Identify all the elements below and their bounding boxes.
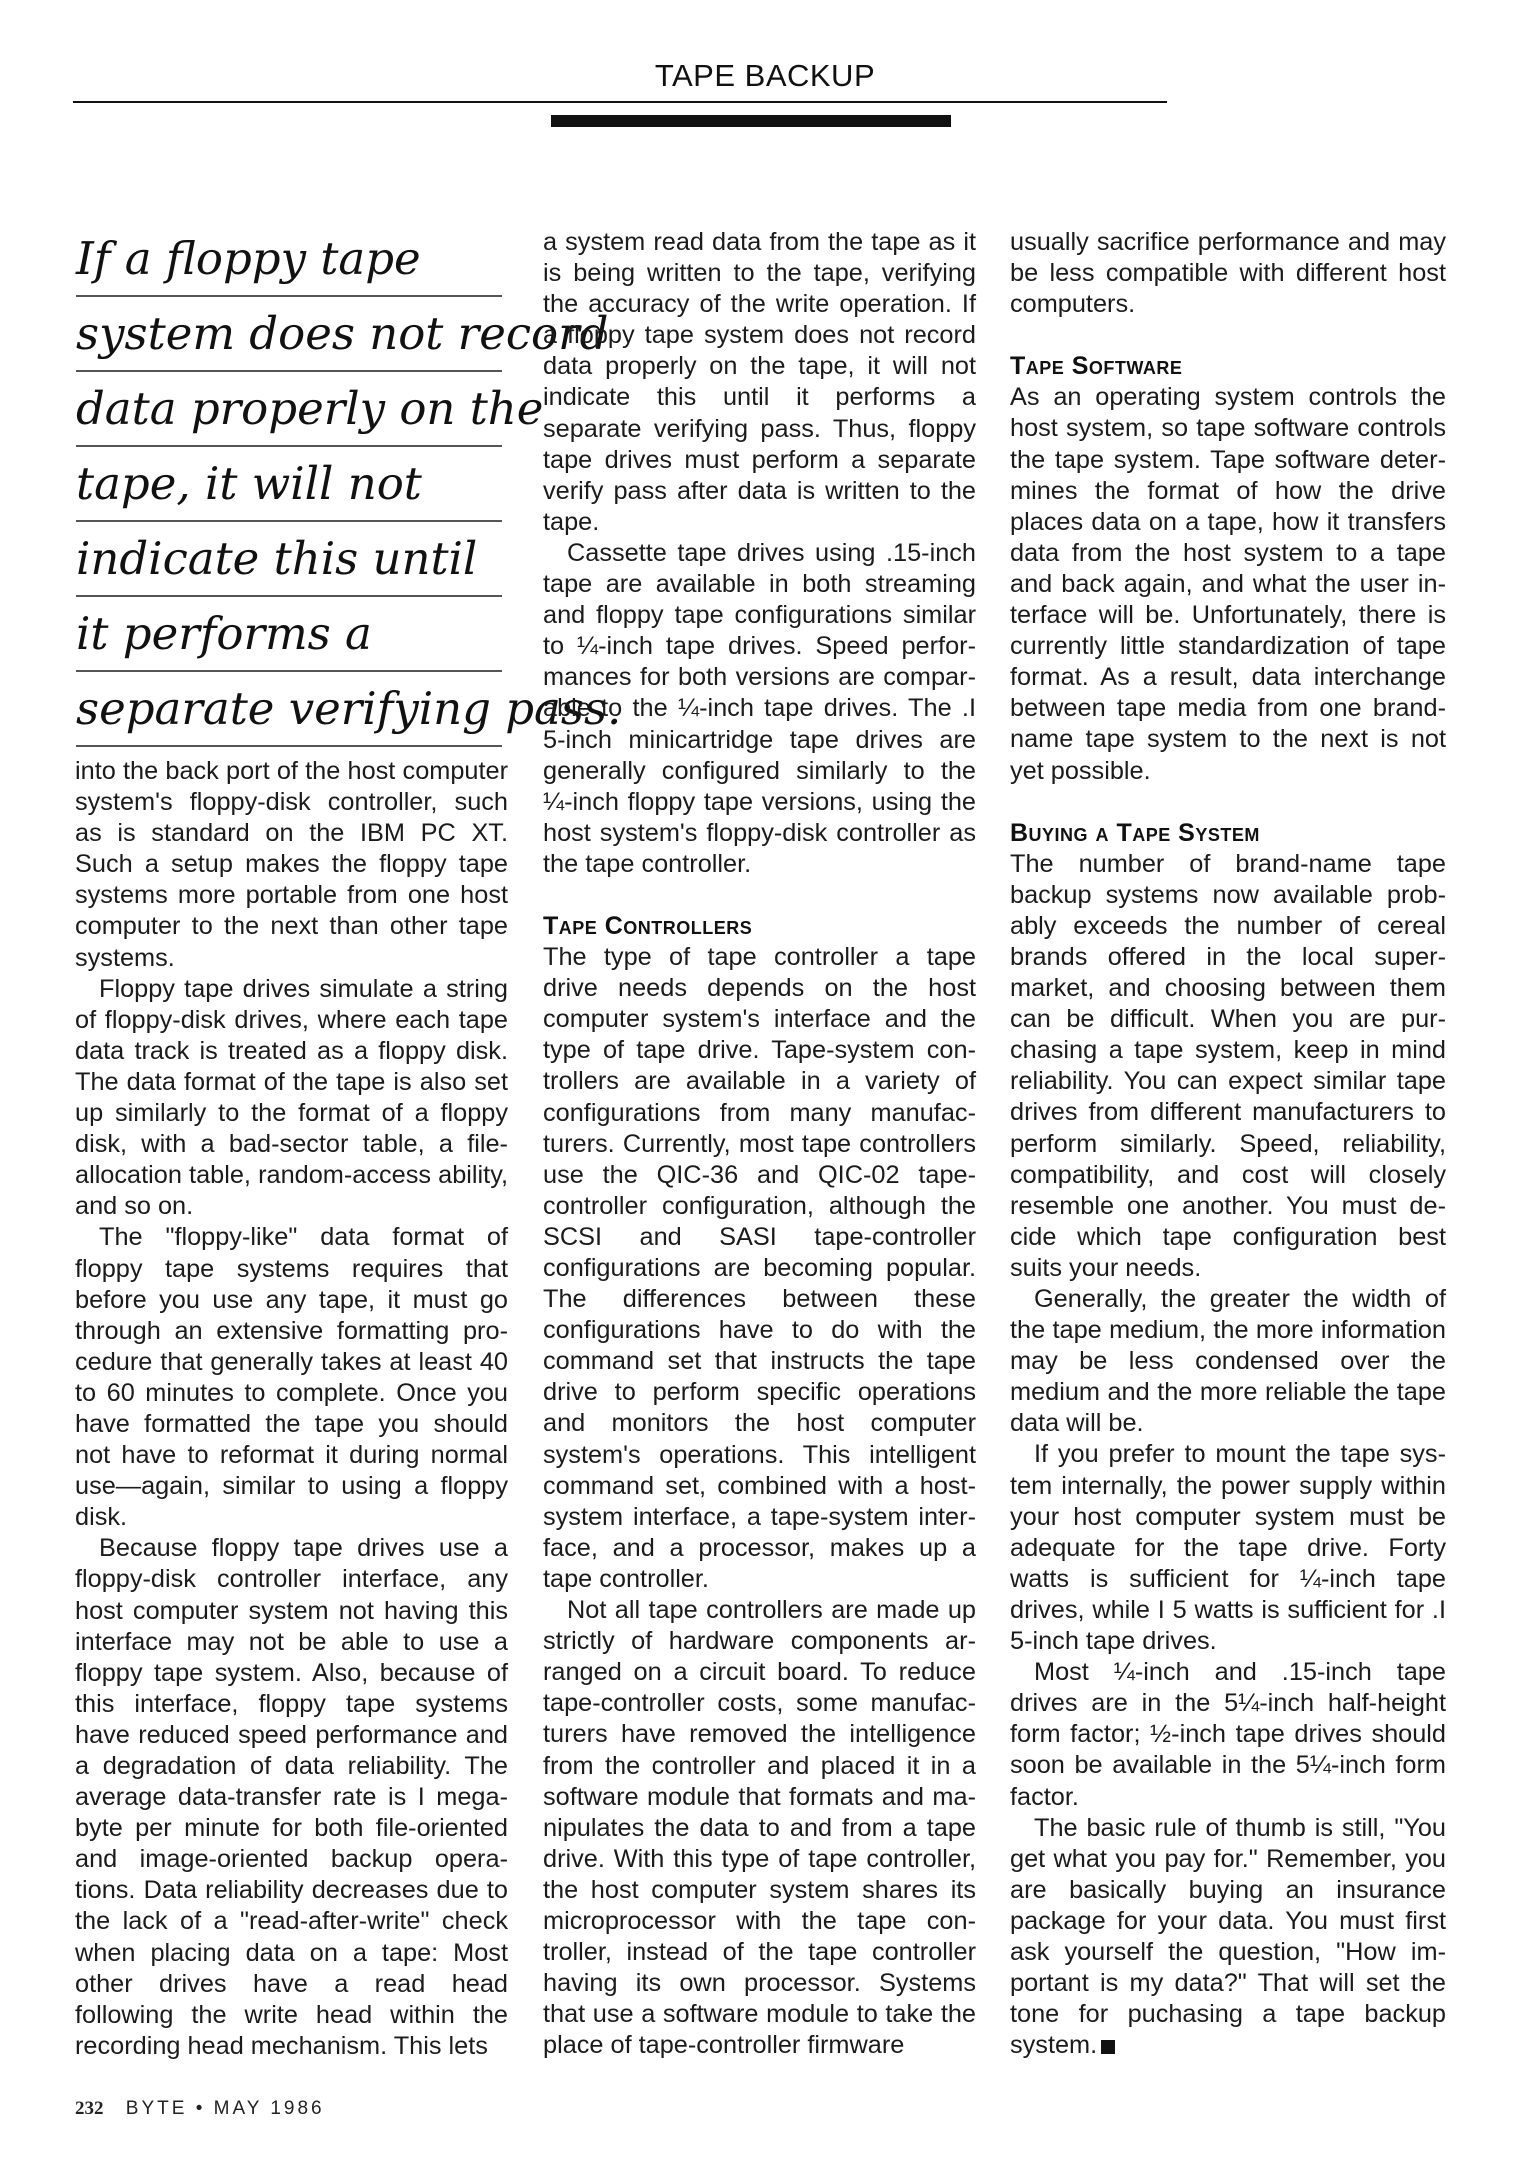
pull-quote-line: separate verifying pass. (76, 672, 502, 747)
pull-quote-line: it performs a (76, 597, 502, 672)
pull-quote-line: data properly on the (76, 372, 502, 447)
paragraph: Because floppy tape drives use a floppy-disk controller interface, any host computer system not having this interface may not be able to use a floppy tape system. Also, because of this interface, floppy tape systems have reduced speed performance and a degradation of data reliability. The average data-transfer rate is I megabyte per minute for both file-oriented and image-oriented backup operations. Data reliability decreases due to the lack of a "read-after-write" check when placing data on a tape: Most other drives have a read head following the write head within the recording head mechanism. This lets (75, 1534, 508, 2060)
paragraph: Floppy tape drives simulate a string of floppy-disk drives, where each tape data track is treated as a floppy disk. The data format of the tape is also set up similarly to the format of a floppy disk, with a bad-sector table, a file-allocation table, random-access ability, and so on. (75, 974, 508, 1221)
footer-separator: • (195, 2098, 206, 2119)
paragraph: Most ¼-inch and .15-inch tape drives are in the 5¼-inch half-height form factor; ½-inch tape drives should soon be available in the 5¼-inch form factor. (1010, 1658, 1446, 1811)
paragraph: into the back port of the host computer system's floppy-disk controller, such as is standard on the IBM PC XT. Such a setup makes the floppy tape systems more portable from one host computer to the next than other tape systems. (75, 757, 508, 972)
paragraph: The type of tape controller a tape drive needs depends on the host computer system's interface and the type of tape drive. Tape-system controllers are available in a variety of configurations from many manufacturers. Currently, most tape controllers use the QIC-36 and QIC-02 tape-controller configuration, although the SCSI and SASI tape-controller configurations are becoming popular. The differences between these configurations have to do with the command set that instructs the tape drive to perform specific operations and monitors the host computer system's operations. This intelligent command set, combined with a host-system interface, a tape-system interface, and a processor, makes up a tape controller. (543, 943, 976, 1593)
pull-quote-line: tape, it will not (76, 447, 502, 522)
section-heading: Tape Controllers (543, 911, 753, 940)
article-column-1 (75, 756, 508, 2062)
paragraph: The "floppy-like" data format of floppy tape systems requires that before you use any tape, it must go through an extensive formatting procedure that generally takes at least 40 to 60 minutes to complete. Once you have formatted the tape you should not have to reformat it during normal use—again, similar to using a floppy disk. (75, 1223, 508, 1532)
paragraph: Generally, the greater the width of the tape medium, the more information may be less condensed over the medium and the more reliable the tape data will be. (1010, 1285, 1446, 1438)
article-column-3 (1010, 227, 1446, 2061)
header-bar (551, 115, 951, 127)
paragraph: The number of brand-name tape backup systems now available probably exceeds the number of cereal brands offered in the local supermarket, and choosing between them can be difficult. When you are purchasing a tape system, keep in mind reliability. You can expect similar tape drives from different manufacturers to perform similarly. Speed, reliability, compatibility, and cost will closely resemble one another. You must decide which tape configuration best suits your needs. (1010, 849, 1446, 1282)
pull-quote-line: indicate this until (76, 522, 502, 597)
paragraph: a system read data from the tape as it is being written to the tape, verifying the accuracy of the write operation. If a floppy tape system does not record data properly on the tape, it will not indicate this until it performs a separate verifying pass. Thus, floppy tape drives must perform a separate verify pass after data is written to the tape. (543, 228, 976, 536)
pull-quote-line: system does not record (76, 297, 502, 372)
paragraph (1010, 1813, 1446, 2062)
paragraph: Cassette tape drives using .15-inch tape are available in both streaming and floppy tape configurations similar to ¼-inch tape drives. Speed performances for both versions are comparable to the ¼-inch tape drives. The .I 5-inch minicartridge tape drives are generally configured similarly to the ¼-inch floppy tape versions, using the host system's floppy-disk controller as the tape controller. (543, 538, 976, 878)
page-footer (75, 2098, 325, 2120)
paragraph: As an operating system controls the host system, so tape software controls the tape system. Tape software determines the format of how the drive places data on a tape, how it transfers data from the host system to a tape and back again, and what the user interface will be. Unfortunately, there is currently little standardization of tape format. As a result, data interchange between tape media from one brand-name tape system to the next is not yet possible. (1010, 383, 1446, 785)
page-number: 232 (75, 2098, 104, 2119)
pull-quote-line: If a floppy tape (76, 222, 502, 297)
pull-quote (76, 222, 622, 747)
section-heading: Tape Software (1010, 352, 1183, 381)
header-rule (73, 101, 1167, 103)
section-title: TAPE BACKUP (654, 58, 876, 93)
section-heading: Buying a Tape System (1010, 818, 1260, 847)
paragraph: Not all tape controllers are made up strictly of hardware components arranged on a circuit board. To reduce tape-controller costs, some manufacturers have removed the intelligence from the controller and placed it in a software module that formats and manipulates the data to and from a tape drive. With this type of tape controller, the host computer system shares its microprocessor with the tape controller, instead of the tape controller having its own processor. Systems that use a software module to take the place of tape-controller firmware (543, 1596, 976, 2060)
paragraph: If you prefer to mount the tape system internally, the power supply within your host computer system must be adequate for the tape drive. Forty watts is sufficient for ¼-inch tape drives, while I 5 watts is sufficient for .I 5-inch tape drives. (1010, 1440, 1446, 1656)
article-column-2 (543, 227, 976, 2061)
paragraph-text: The basic rule of thumb is still, "You get what you pay for." Remember, you are basically buying an insurance package for your data. You must first ask yourself the question, "How important is my data?" That will set the tone for puchasing a tape backup system. (1010, 1813, 1446, 2060)
magazine-name: BYTE (125, 2098, 188, 2119)
paragraph: usually sacrifice performance and may be less compatible with different host computers. (1010, 228, 1446, 319)
end-of-article-square-icon (1101, 2040, 1115, 2054)
issue-date: MAY 1986 (213, 2098, 325, 2119)
